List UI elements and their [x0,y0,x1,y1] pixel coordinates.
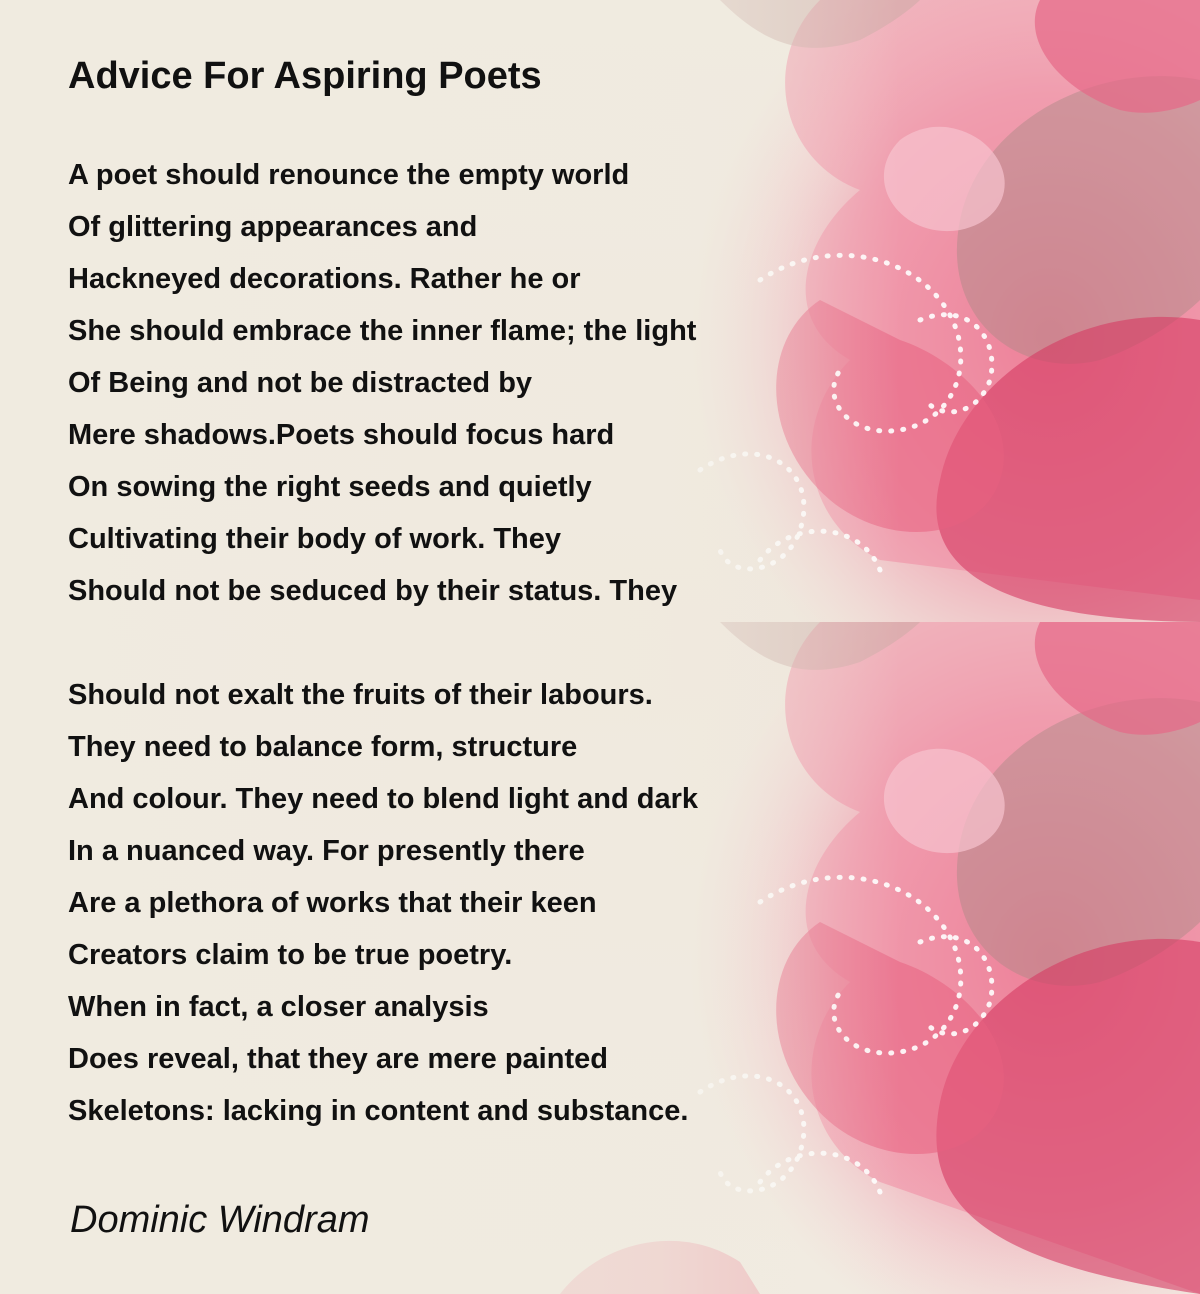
stanza-2 [68,671,698,1139]
poem-line: Of Being and not be distracted by [68,367,533,399]
poem-line: They need to balance form, structure [68,731,578,763]
poem-line: When in fact, a closer analysis [68,991,489,1023]
author-name: Dominic Windram [70,1199,370,1241]
poem-line: A poet should renounce the empty world [68,159,630,191]
poem-line: Of glittering appearances and [68,211,478,243]
poem-line: And colour. They need to blend light and dark [68,783,698,815]
poem-line: Skeletons: lacking in content and substance. [68,1095,689,1127]
poem-line: In a nuanced way. For presently there [68,835,585,867]
poem-line: Hackneyed decorations. Rather he or [68,263,581,295]
poem-line: Mere shadows.Poets should focus hard [68,419,615,451]
poem-line: Cultivating their body of work. They [68,523,562,555]
poem-line: She should embrace the inner flame; the light [68,315,697,347]
poem-line: Does reveal, that they are mere painted [68,1043,608,1075]
poem-line: On sowing the right seeds and quietly [68,471,592,503]
poem-line: Creators claim to be true poetry. [68,939,513,971]
poem-line: Should not be seduced by their status. They [68,575,678,607]
poem-line: Should not exalt the fruits of their labours. [68,679,653,711]
poem-title: Advice For Aspiring Poets [68,55,542,97]
poem-line: Are a plethora of works that their keen [68,887,597,919]
stanza-1 [68,151,696,619]
